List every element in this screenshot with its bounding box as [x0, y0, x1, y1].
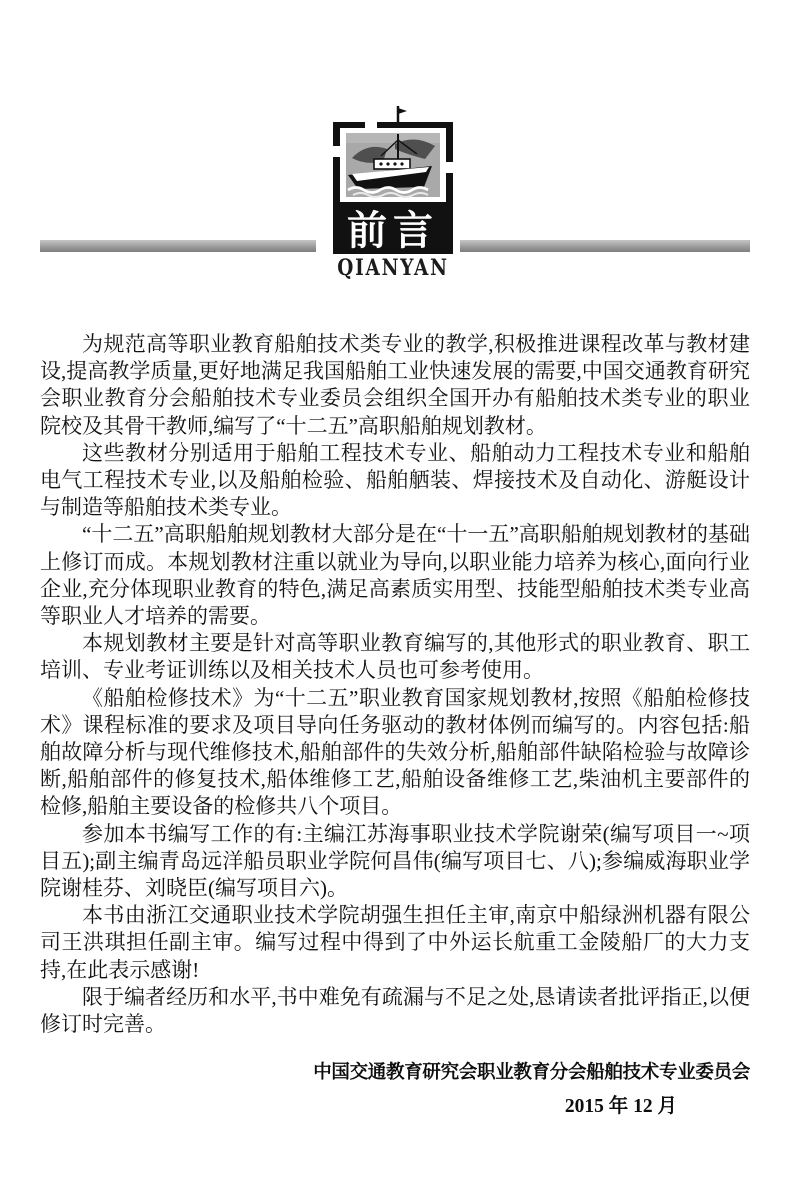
divider-bar-right	[460, 240, 750, 252]
paragraph: 参加本书编写工作的有:主编江苏海事职业技术学院谢荣(编写项目一~项目五);副主编青岛远洋船员职业学院何昌伟(编写项目七、八);参编威海职业学院谢桂芬、刘晓臣(编写项目六)。	[40, 821, 750, 901]
ship-illustration	[333, 104, 453, 254]
divider-bar-left	[40, 240, 316, 252]
logo-romanized: QIANYAN	[337, 254, 449, 281]
paragraph: 《船舶检修技术》为“十二五”职业教育国家规划教材,按照《船舶检修技术》课程标准的要求及项目导向任务驱动的教材体例而编写的。内容包括:船舶故障分析与现代维修技术,船舶部件的失效分析,船舶部件缺陷检验与故障诊断,船舶部件的修复技术,船体维修工艺,船舶设备维修工艺,柴油机主要部件的检修,船舶主要设备的检修共八个项目。	[40, 685, 750, 819]
preface-body	[40, 331, 750, 1038]
paragraph: 本规划教材主要是针对高等职业教育编写的,其他形式的职业教育、职工培训、专业考证训练以及相关技术人员也可参考使用。	[40, 631, 750, 683]
publication-date: 2015 年 12 月	[564, 1096, 677, 1117]
paragraph: 为规范高等职业教育船舶技术类专业的教学,积极推进课程改革与教材建设,提高教学质量,更好地满足我国船舶工业快速发展的需要,中国交通教育研究会职业教育分会船舶技术专业委员会组织全国开办有船舶技术类专业的职业院校及其骨干教师,编写了“十二五”高职船舶规划教材。	[40, 332, 750, 438]
logo-title: 前言	[347, 209, 439, 253]
paragraph: 限于编者经历和水平,书中难免有疏漏与不足之处,恳请读者批评指正,以便修订时完善。	[40, 984, 750, 1037]
qianyan-logo	[333, 104, 453, 254]
paragraph: “十二五”高职船舶规划教材大部分是在“十一五”高职船舶规划教材的基础上修订而成。本规划教材注重以就业为导向,以职业能力培养为核心,面向行业企业,充分体现职业教育的特色,满足高素质实用型、技能型船舶技术类专业高等职业人才培养的需要。	[40, 522, 750, 629]
paragraph: 这些教材分别适用于船舶工程技术专业、船舶动力工程技术专业和船舶电气工程技术专业,以及船舶检验、船舶舾装、焊接技术及自动化、游艇设计与制造等船舶技术类专业。	[40, 440, 750, 520]
paragraph: 本书由浙江交通职业技术学院胡强生担任主审,南京中船绿洲机器有限公司王洪琪担任副主审。编写过程中得到了中外运长航重工金陵船厂的大力支持,在此表示感谢!	[40, 903, 750, 982]
committee-signature: 中国交通教育研究会职业教育分会船舶技术专业委员会	[313, 1061, 750, 1082]
